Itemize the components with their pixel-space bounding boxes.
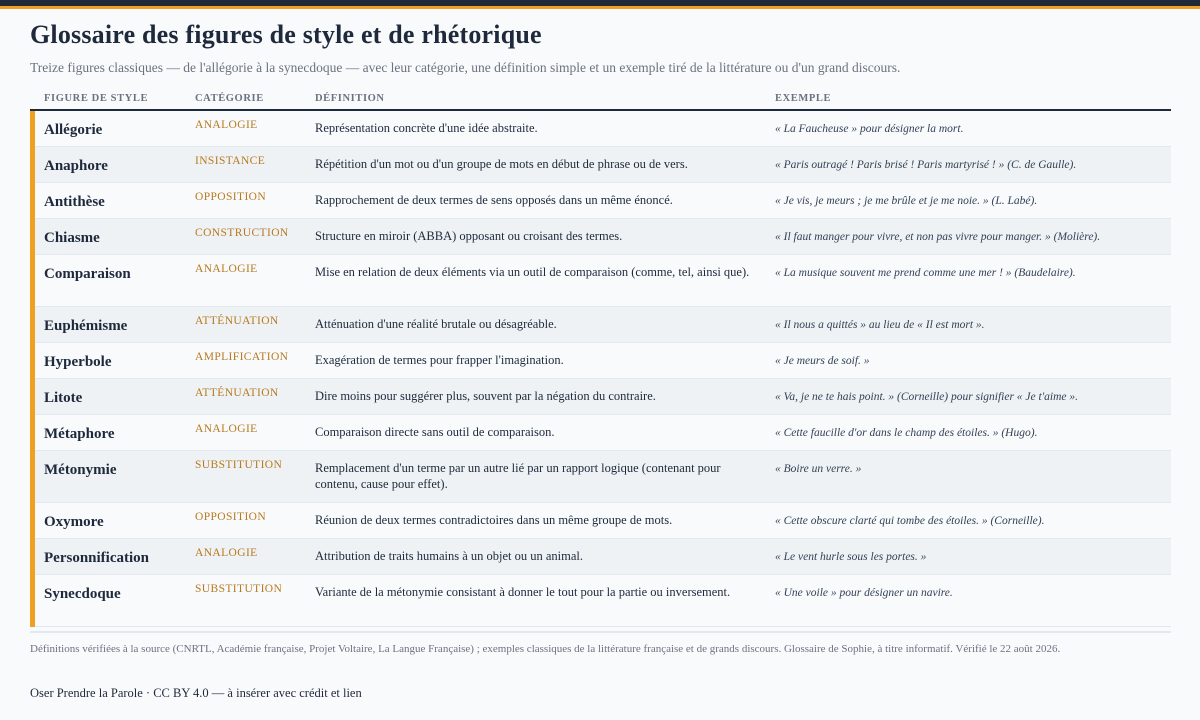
table-row: [35, 415, 1171, 451]
figure-term: Hyperbole: [44, 354, 112, 370]
figure-category: SUBSTITUTION: [195, 583, 283, 595]
figure-example: « La Faucheuse » pour désigner la mort.: [775, 123, 964, 135]
figure-category: INSISTANCE: [195, 155, 266, 167]
figure-category: OPPOSITION: [195, 191, 267, 203]
figure-definition: Atténuation d'une réalité brutale ou désagréable.: [315, 317, 557, 331]
figure-example: « Boire un verre. »: [775, 463, 862, 475]
figure-example: « Une voile » pour désigner un navire.: [775, 587, 953, 599]
column-header-category: CATÉGORIE: [195, 93, 264, 104]
figure-definition: Dire moins pour suggérer plus, souvent par la négation du contraire.: [315, 389, 656, 403]
figure-definition: Répétition d'un mot ou d'un groupe de mots en début de phrase ou de vers.: [315, 157, 688, 171]
column-header-example: EXEMPLE: [775, 93, 832, 104]
figure-category: ATTÉNUATION: [195, 315, 279, 327]
figure-term: Métaphore: [44, 426, 115, 442]
figure-definition: Comparaison directe sans outil de comparaison.: [315, 425, 555, 439]
figure-term: Chiasme: [44, 230, 100, 246]
table-row: [35, 307, 1171, 343]
figure-category: ANALOGIE: [195, 119, 258, 131]
credit-line: Oser Prendre la Parole · CC BY 4.0 — à insérer avec crédit et lien: [30, 686, 362, 700]
table-row: [35, 343, 1171, 379]
figure-example: « Cette faucille d'or dans le champ des étoiles. » (Hugo).: [775, 427, 1038, 439]
figure-definition: Mise en relation de deux éléments via un outil de comparaison (comme, tel, ainsi que).: [315, 265, 750, 279]
column-header-term: FIGURE DE STYLE: [44, 93, 149, 104]
figure-category: CONSTRUCTION: [195, 227, 289, 239]
figure-term: Litote: [44, 390, 83, 406]
column-header-definition: DÉFINITION: [315, 93, 385, 104]
figure-category: ANALOGIE: [195, 263, 258, 275]
table-row: [35, 451, 1171, 503]
figure-example: « La musique souvent me prend comme une mer ! » (Baudelaire).: [775, 267, 1076, 279]
table-row: [35, 147, 1171, 183]
figure-category: AMPLIFICATION: [195, 351, 289, 363]
figure-term: Métonymie: [44, 462, 117, 478]
figure-example: « Paris outragé ! Paris brisé ! Paris martyrisé ! » (C. de Gaulle).: [775, 159, 1077, 171]
figure-term: Allégorie: [44, 122, 103, 138]
figure-definition: Remplacement d'un terme par un autre lié par un rapport logique (contenant pour contenu, cause pour effet).: [315, 461, 721, 491]
figure-definition: Variante de la métonymie consistant à donner le tout pour la partie ou inversement.: [315, 585, 731, 599]
figure-category: SUBSTITUTION: [195, 459, 283, 471]
figure-definition: Rapprochement de deux termes de sens opposés dans un même énoncé.: [315, 193, 673, 207]
figure-category: ANALOGIE: [195, 423, 258, 435]
top-bar-accent: [0, 6, 1200, 9]
page-title: Glossaire des figures de style et de rhétorique: [30, 20, 542, 49]
figure-term: Synecdoque: [44, 586, 121, 602]
figure-definition: Réunion de deux termes contradictoires dans un même groupe de mots.: [315, 513, 673, 527]
figure-category: OPPOSITION: [195, 511, 267, 523]
page-subtitle: Treize figures classiques — de l'allégorie à la synecdoque — avec leur catégorie, une définition simple et un exemple tiré de la littérature ou d'un grand discours.: [30, 60, 901, 75]
table-header: [30, 88, 1171, 111]
table-footer-rule: [30, 631, 1171, 633]
table-row: [35, 219, 1171, 255]
figure-term: Comparaison: [44, 266, 131, 282]
table-row: [35, 111, 1171, 147]
figure-example: « Va, je ne te hais point. » (Corneille) pour signifier « Je t'aime ».: [775, 391, 1079, 403]
table-row: [35, 183, 1171, 219]
figure-definition: Structure en miroir (ABBA) opposant ou croisant des termes.: [315, 229, 623, 243]
table-row: [35, 255, 1171, 307]
figure-example: « Cette obscure clarté qui tombe des étoiles. » (Corneille).: [775, 515, 1045, 527]
table-row: [35, 575, 1171, 627]
figure-term: Personnification: [44, 550, 149, 566]
table-body: [30, 111, 1171, 627]
figure-term: Oxymore: [44, 514, 104, 530]
figure-example: « Je vis, je meurs ; je me brûle et je me noie. » (L. Labé).: [775, 195, 1038, 207]
figure-category: ATTÉNUATION: [195, 387, 279, 399]
figure-term: Euphémisme: [44, 318, 128, 334]
figure-definition: Attribution de traits humains à un objet ou un animal.: [315, 549, 584, 563]
figure-term: Anaphore: [44, 158, 108, 174]
figure-example: « Le vent hurle sous les portes. »: [775, 551, 927, 563]
figure-example: « Il nous a quittés » au lieu de « Il est mort ».: [775, 319, 985, 331]
figure-term: Antithèse: [44, 194, 105, 210]
glossary-table: [30, 88, 1171, 633]
figure-category: ANALOGIE: [195, 547, 258, 559]
figure-definition: Représentation concrète d'une idée abstraite.: [315, 121, 538, 135]
figure-example: « Il faut manger pour vivre, et non pas vivre pour manger. » (Molière).: [775, 231, 1101, 243]
figure-example: « Je meurs de soif. »: [775, 355, 870, 367]
table-row: [35, 539, 1171, 575]
figure-definition: Exagération de termes pour frapper l'imagination.: [315, 353, 564, 367]
table-row: [35, 379, 1171, 415]
table-row: [35, 503, 1171, 539]
source-note: Définitions vérifiées à la source (CNRTL, Académie française, Projet Voltaire, La Langue Française) ; exemples classiques de la littérature française et de grands discours. Glossaire de Sophie, à titre informatif. Vérifié le 22 août 2026.: [30, 643, 1061, 655]
